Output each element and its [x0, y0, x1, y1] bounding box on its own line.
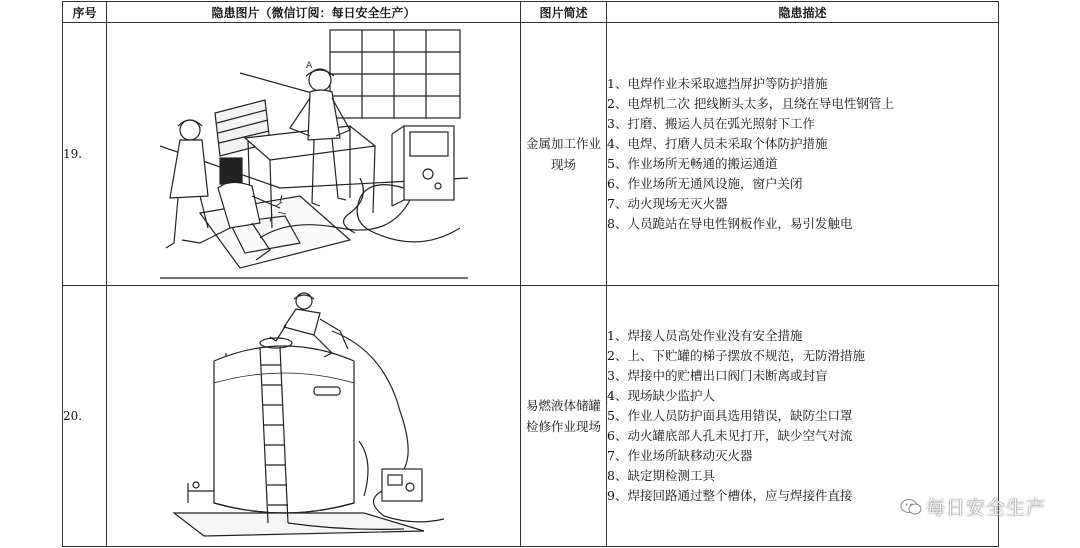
- header-no: 序号: [63, 2, 107, 23]
- svg-text:A: A: [305, 61, 312, 71]
- list-item: 8、缺定期检测工具: [607, 468, 715, 483]
- watermark: [900, 493, 1046, 520]
- row-number: 20.: [63, 286, 107, 547]
- table-row: [63, 286, 999, 547]
- header-brief: 图片简述: [521, 2, 607, 23]
- header-image: 隐患图片（微信订阅：每日安全生产）: [107, 2, 521, 23]
- list-item: 3、焊接中的贮槽出口阀门未断离或封盲: [607, 368, 828, 383]
- list-item: 5、作业场所无畅通的搬运通道: [607, 156, 778, 171]
- table-row: [63, 23, 999, 286]
- brief-description: 易燃液体储罐检修作业现场: [521, 286, 607, 547]
- hazard-image-cell: [107, 23, 521, 286]
- brief-description: 金属加工作业现场: [521, 23, 607, 286]
- header-desc: 隐患描述: [607, 2, 999, 23]
- welding-workshop-illustration: [160, 28, 468, 280]
- list-item: 6、动火罐底部人孔未见打开，缺少空气对流: [607, 428, 853, 443]
- list-item: 3、打磨、搬运人员在弧光照射下工作: [607, 116, 815, 131]
- list-item: 7、动火现场无灭火器: [607, 196, 728, 211]
- list-item: 4、电焊、打磨人员未采取个体防护措施: [607, 136, 828, 151]
- list-item: 1、电焊作业未采取遮挡屏护等防护措施: [607, 76, 828, 91]
- list-item: 9、焊接回路通过整个槽体，应与焊接件直接: [607, 488, 853, 503]
- hazard-image-cell: [107, 286, 521, 547]
- tank-repair-illustration: [164, 291, 464, 541]
- row-number: 19.: [63, 23, 107, 286]
- list-item: 2、电焊机二次 把线断头太多，且绕在导电性钢管上: [607, 96, 894, 111]
- wechat-icon: [900, 498, 922, 516]
- list-item: 8、人员跪站在导电性钢板作业，易引发触电: [607, 216, 853, 231]
- watermark-text: 每日安全生产: [925, 497, 1046, 519]
- list-item: 4、现场缺少监护人: [607, 388, 715, 403]
- hazard-description-cell: [607, 23, 999, 286]
- list-item: 2、上、下贮罐的梯子摆放不规范，无防滑措施: [607, 348, 865, 363]
- list-item: 1、焊接人员高处作业没有安全措施: [607, 328, 803, 343]
- hazard-table: [62, 1, 999, 547]
- header-row: [63, 2, 999, 23]
- list-item: 5、作业人员防护面具选用错误，缺防尘口罩: [607, 408, 853, 423]
- list-item: 7、作业场所缺移动灭火器: [607, 448, 753, 463]
- list-item: 6、作业场所无通风设施，窗户关闭: [607, 176, 803, 191]
